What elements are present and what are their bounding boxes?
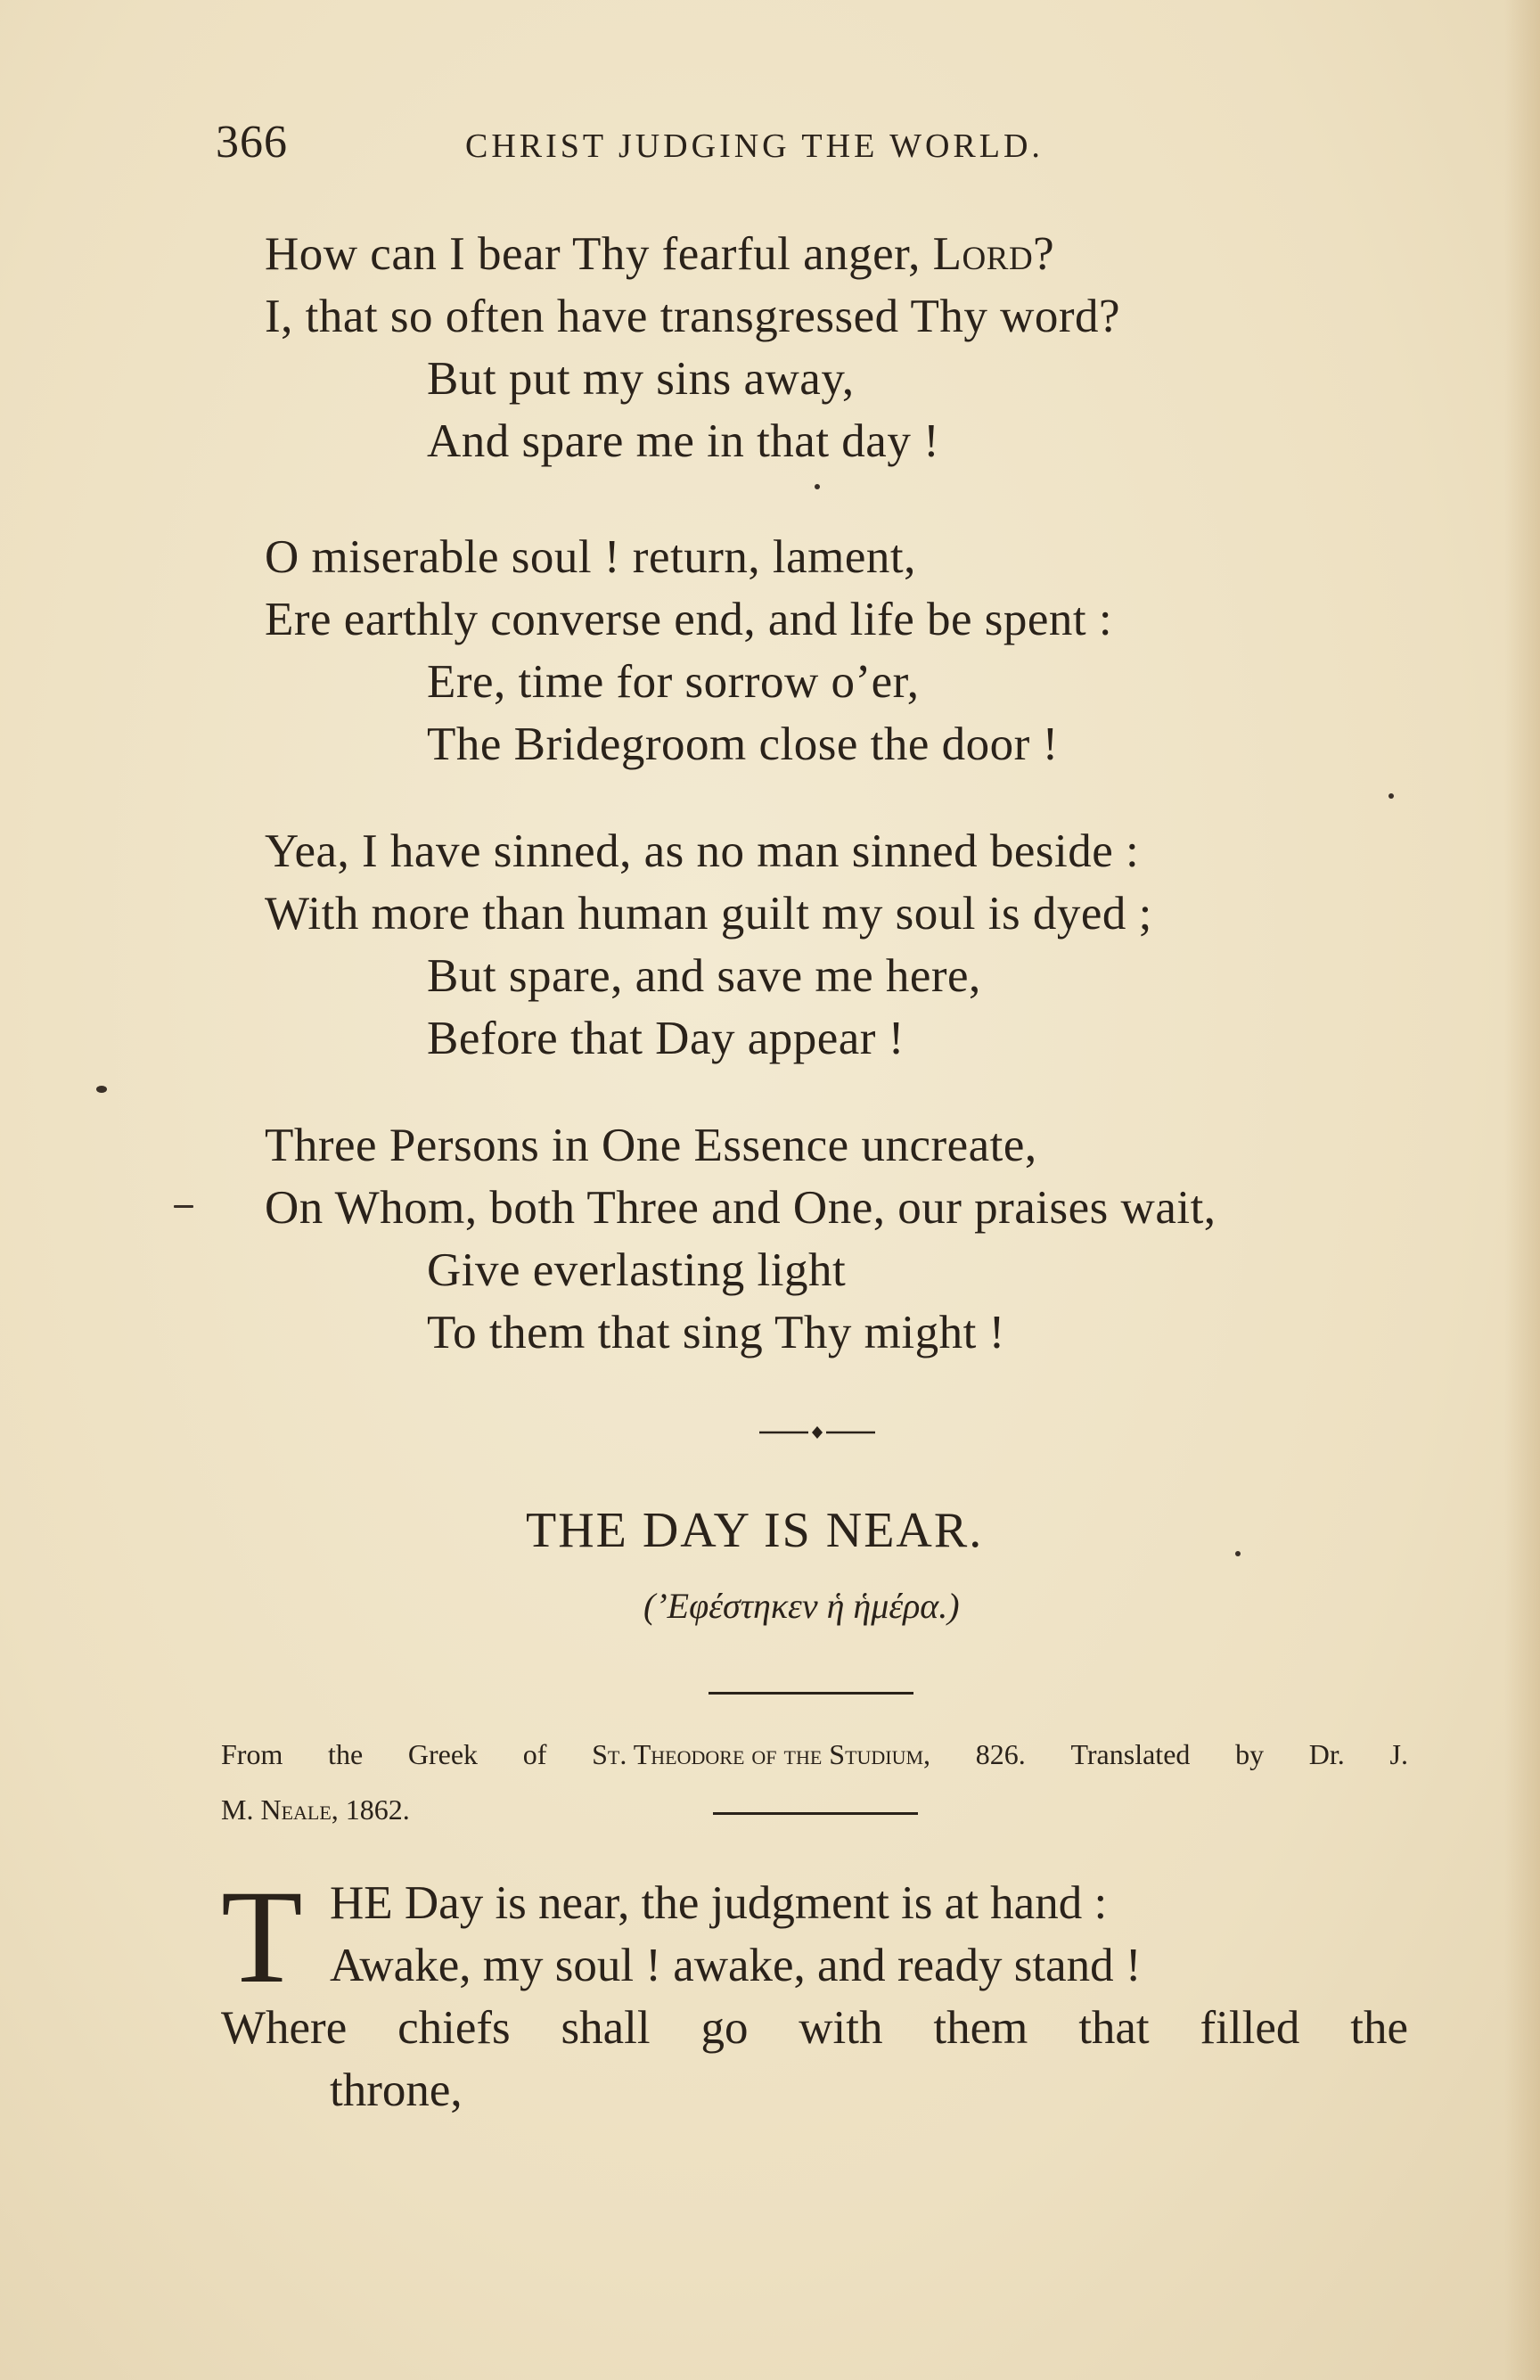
hymn-text — [221, 1863, 1415, 2121]
stanza-4 — [265, 1114, 1216, 1364]
credit-line-2: M. Neale, 1862. — [221, 1793, 410, 1826]
greek-subtitle: (’Εφέστηκεν ἡ ἡμέρα.) — [643, 1586, 960, 1626]
translation-credit — [221, 1727, 1415, 1837]
verse-line: O miserable soul ! return, lament, — [265, 531, 916, 583]
credit-line-1: From the Greek of St. Theodore of the Studium, 826. Translated by Dr. J. — [221, 1738, 1408, 1770]
section-divider-ornament — [759, 1419, 875, 1446]
running-head: CHRIST JUDGING THE WORLD. — [465, 127, 1044, 165]
verse-line: throne, — [330, 2064, 463, 2116]
verse-line: But spare, and save me here, — [427, 950, 981, 1002]
verse-line: To them that sing Thy might ! — [427, 1307, 1005, 1358]
page-header — [216, 116, 1241, 169]
verse-line: Ere, time for sorrow o’er, — [427, 656, 920, 708]
ink-speck — [96, 1086, 107, 1093]
verse-line: How can I bear Thy fearful anger, Lord? — [265, 228, 1055, 280]
stanza-1 — [265, 223, 1120, 472]
ink-speck — [1235, 1551, 1241, 1556]
ink-speck — [174, 1205, 193, 1208]
verse-line: Give everlasting light — [427, 1244, 847, 1296]
verse-line: With more than human guilt my soul is dyed ; — [265, 888, 1152, 940]
verse-line: Before that Day appear ! — [427, 1013, 905, 1064]
verse-line: Three Persons in One Essence uncreate, — [265, 1120, 1037, 1171]
drop-cap: T — [221, 1863, 303, 2011]
verse-line: Where chiefs shall go with them that filled the — [221, 2002, 1408, 2054]
stanza-3 — [265, 820, 1152, 1070]
page-number: 366 — [216, 117, 288, 168]
verse-line: Ere earthly converse end, and life be spent : — [265, 594, 1113, 645]
section-title: THE DAY IS NEAR. — [526, 1503, 984, 1558]
verse-line: HE Day is near, the judgment is at hand : — [330, 1877, 1108, 1929]
verse-line: On Whom, both Three and One, our praises wait, — [265, 1182, 1216, 1234]
stanza-2 — [265, 526, 1112, 776]
verse-line: But put my sins away, — [427, 353, 855, 405]
verse-line: Yea, I have sinned, as no man sinned beside : — [265, 825, 1140, 877]
title-rule — [709, 1692, 913, 1695]
credit-rule — [713, 1812, 918, 1815]
ink-speck — [1388, 793, 1394, 799]
verse-line: I, that so often have transgressed Thy word? — [265, 291, 1121, 342]
verse-line: Awake, my soul ! awake, and ready stand ! — [330, 1940, 1142, 1991]
ink-speck — [815, 484, 820, 489]
verse-line: And spare me in that day ! — [427, 415, 940, 467]
verse-line: The Bridegroom close the door ! — [427, 718, 1059, 770]
page-edge-shadow — [1504, 0, 1540, 2380]
